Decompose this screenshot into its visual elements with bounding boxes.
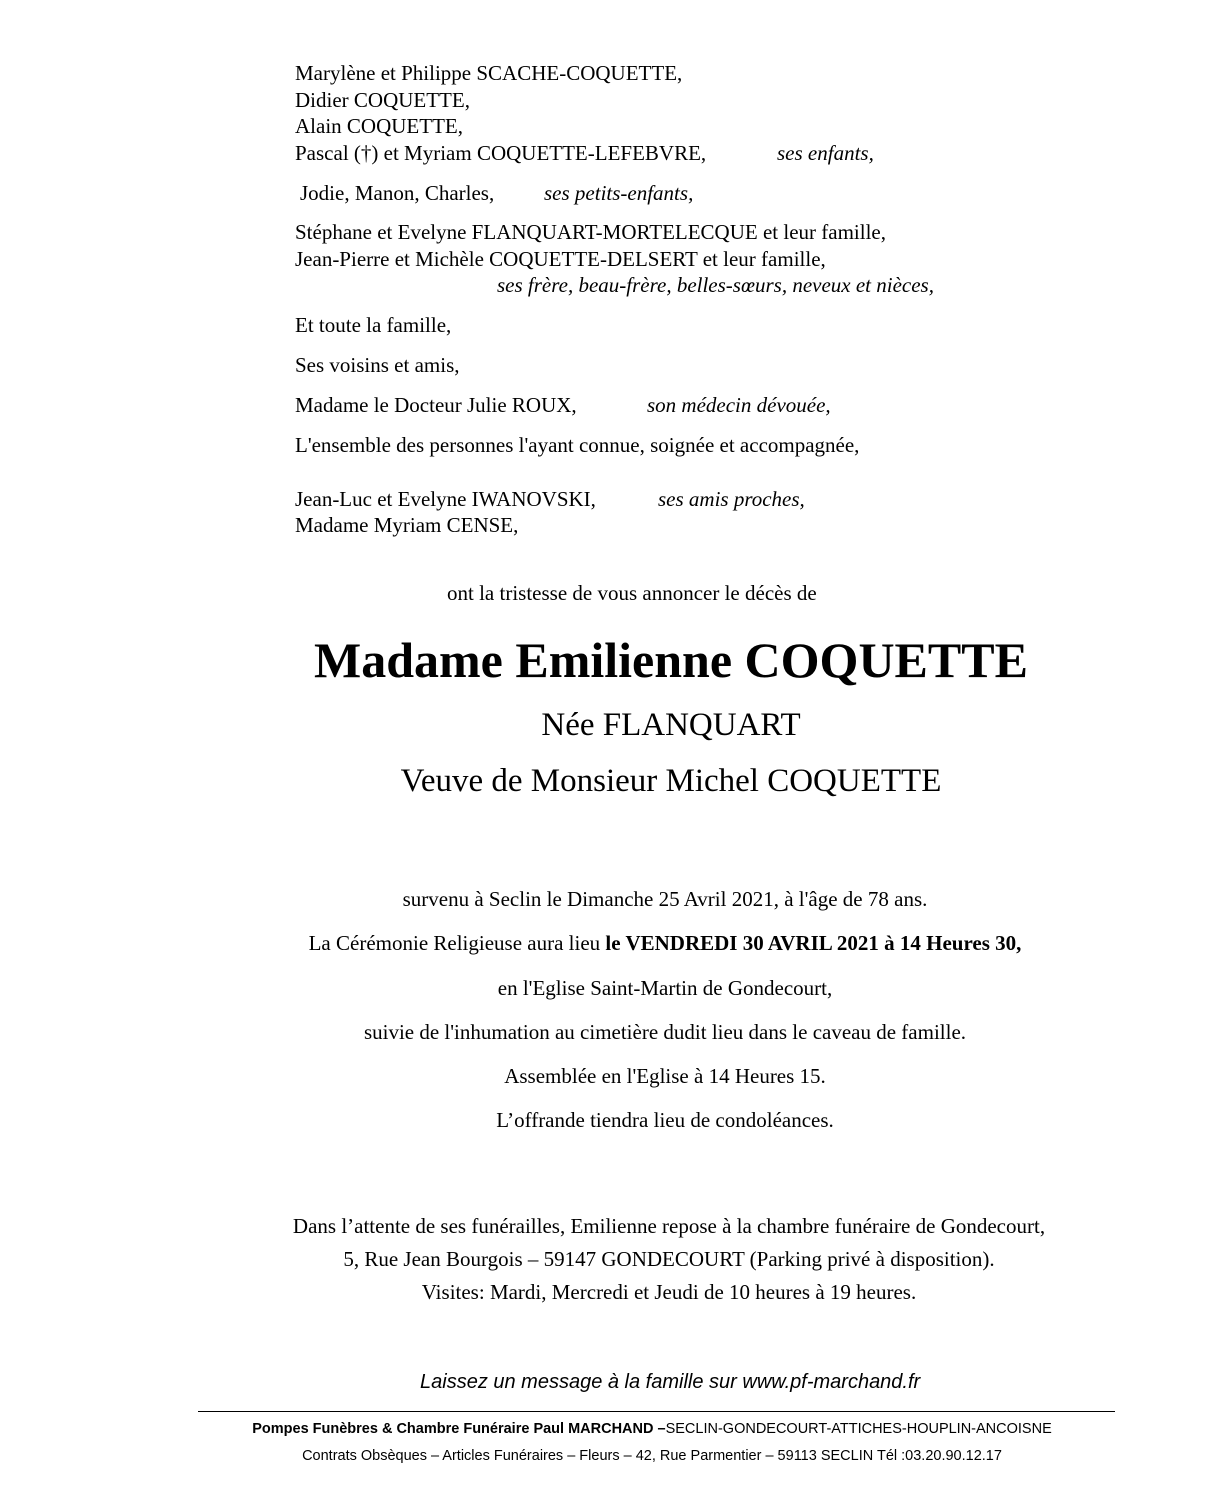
doctor-role: son médecin dévouée,: [647, 393, 831, 417]
footer-divider: [198, 1411, 1115, 1412]
burial-line: suivie de l'inhumation au cimetière dudit lieu dans le caveau de famille.: [363, 1020, 967, 1044]
church-line: en l'Eglise Saint-Martin de Gondecourt,: [497, 976, 833, 1000]
announcement-intro: ont la tristesse de vous annoncer le décès de: [447, 581, 817, 605]
child-line-1: Marylène et Philippe SCACHE-COQUETTE,: [295, 61, 683, 85]
ceremony-date: le VENDREDI 30 AVRIL 2021 à 14 Heures 30,: [605, 931, 1022, 955]
assembly-line: Assemblée en l'Eglise à 14 Heures 15.: [504, 1064, 826, 1088]
doctor-line: Madame le Docteur Julie ROUX,: [295, 393, 577, 417]
grandchildren-role: ses petits-enfants,: [544, 181, 694, 205]
company-contact: Contrats Obsèques – Articles Funéraires – Fleurs – 42, Rue Parmentier – 59113 SECLIN Tél :03.20.90.12.17: [302, 1448, 1002, 1464]
friend-line-1: Jean-Luc et Evelyne IWANOVSKI,: [295, 487, 596, 511]
visitation-line-1: Dans l’attente de ses funérailles, Emilienne repose à la chambre funéraire de Gondecourt,: [292, 1214, 1046, 1238]
whole-family-line: Et toute la famille,: [295, 313, 452, 337]
child-line-2: Didier COQUETTE,: [295, 88, 470, 112]
friends-role: ses amis proches,: [658, 487, 805, 511]
company-name: Pompes Funèbres & Chambre Funéraire Paul MARCHAND –: [252, 1421, 666, 1437]
neighbors-line: Ses voisins et amis,: [295, 353, 460, 377]
friend-line-2: Madame Myriam CENSE,: [295, 513, 519, 537]
condolence-message: Laissez un message à la famille sur www.pf-marchand.fr: [420, 1371, 921, 1393]
offering-line: L’offrande tiendra lieu de condoléances.: [496, 1108, 834, 1132]
visitation-line-2: 5, Rue Jean Bourgois – 59147 GONDECOURT (Parking privé à disposition).: [343, 1247, 995, 1271]
deceased-name: Madame Emilienne COQUETTE: [314, 632, 1028, 688]
caregivers-line: L'ensemble des personnes l'ayant connue, soignée et accompagnée,: [295, 433, 860, 457]
visitation-line-3: Visites: Mardi, Mercredi et Jeudi de 10 heures à 19 heures.: [421, 1280, 917, 1304]
child-line-4: Pascal (†) et Myriam COQUETTE-LEFEBVRE,: [295, 141, 707, 165]
grandchildren-line: Jodie, Manon, Charles,: [300, 181, 495, 205]
child-line-3: Alain COQUETTE,: [295, 114, 463, 138]
sibling-line-2: Jean-Pierre et Michèle COQUETTE-DELSERT et leur famille,: [295, 247, 826, 271]
widow-line: Veuve de Monsieur Michel COQUETTE: [400, 763, 942, 799]
sibling-line-1: Stéphane et Evelyne FLANQUART-MORTELECQUE et leur famille,: [295, 220, 886, 244]
maiden-name: Née FLANQUART: [541, 707, 801, 743]
death-line: survenu à Seclin le Dimanche 25 Avril 2021, à l'âge de 78 ans.: [402, 887, 928, 911]
ceremony-prefix: La Cérémonie Religieuse aura lieu: [308, 931, 606, 955]
company-towns: SECLIN-GONDECOURT-ATTICHES-HOUPLIN-ANCOISNE: [665, 1421, 1052, 1437]
siblings-role: ses frère, beau-frère, belles-sœurs, neveux et nièces,: [497, 273, 934, 297]
company-line: [45, 1419, 1214, 1439]
ceremony-line: [58, 930, 1214, 956]
children-role: ses enfants,: [777, 141, 874, 165]
